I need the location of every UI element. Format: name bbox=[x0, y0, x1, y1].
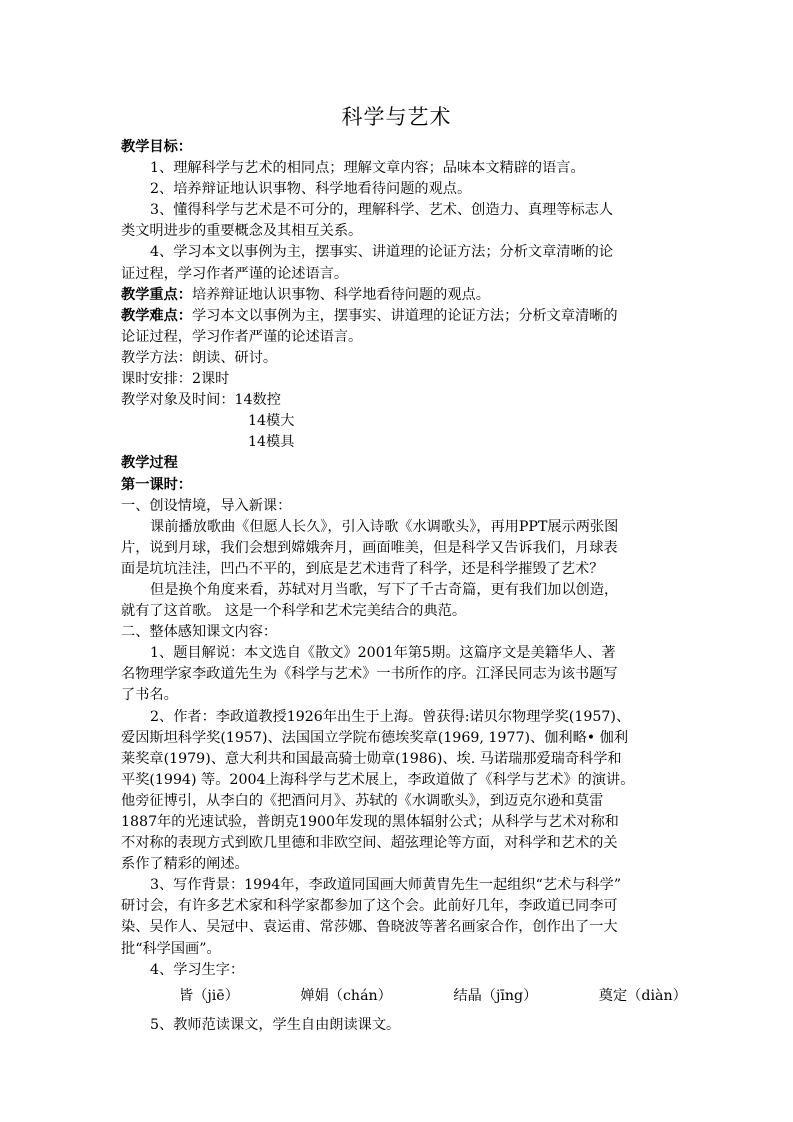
heading-text: 教学目标： bbox=[121, 139, 192, 155]
objective-line: 1、理解科学与艺术的相同点；理解文章内容；品味本文精辟的语言。 bbox=[150, 160, 585, 177]
objective-line: 证过程，学习作者严谨的论述语言。 bbox=[121, 265, 349, 282]
paragraph-line: 课前播放歌曲《但愿人长久》，引入诗歌《水调歌头》，再用PPT展示两张图 bbox=[150, 518, 619, 535]
paragraph-line: 莱奖章(1979)、意大利共和国最高骑士勋章(1986)、埃. 马诺瑞那爱瑞奇科学和 bbox=[121, 750, 622, 767]
schedule-line: 课时安排：2课时 bbox=[121, 371, 230, 388]
vocab-item: 结晶（jīng） bbox=[453, 987, 538, 1004]
document-body bbox=[121, 137, 687, 1039]
paragraph-line: 爱因斯坦科学奖(1957)、法国国立学院布德埃奖章(1969, 1977)、伽利略• 伽利 bbox=[121, 729, 629, 746]
objective-line: 类文明进步的重要概念及其相互关系。 bbox=[121, 223, 363, 240]
key-point-text: 培养辩证地认识事物、科学地看待问题的观点。 bbox=[191, 286, 490, 303]
objective-line: 2、培养辩证地认识事物、科学地看待问题的观点。 bbox=[150, 181, 472, 198]
paragraph-line: 面是坑坑洼洼，凹凸不平的，到底是艺术违背了科学，还是科学摧毁了艺术？ bbox=[121, 560, 604, 577]
vocab-item: 奠定（diàn） bbox=[598, 987, 687, 1004]
audience-line: 教学对象及时间：14数控 bbox=[121, 392, 281, 409]
paragraph-line: 但是换个角度来看，苏轼对月当歌，写下了千古奇篇，更有我们加以创造， bbox=[150, 581, 619, 598]
paragraph-line: 批“科学国画”。 bbox=[121, 940, 221, 957]
paragraph-line: 4、学习生字： bbox=[150, 961, 245, 978]
paragraph-line: 片，说到月球，我们会想到嫦娥奔月，画面唯美，但是科学又告诉我们，月球表 bbox=[121, 539, 618, 556]
paragraph-line: 染、吴作人、吴冠中、袁运甫、常莎娜、鲁晓波等著名画家合作，创作出了一大 bbox=[121, 919, 618, 936]
paragraph-line: 名物理学家李政道先生为《科学与艺术》一书所作的序。江泽民同志为该书题写 bbox=[121, 666, 618, 683]
heading-lesson1 bbox=[121, 475, 676, 496]
key-point-label: 教学重点： bbox=[121, 286, 192, 303]
paragraph-line: 5、教师范读课文，学生自由朗读课文。 bbox=[150, 1016, 401, 1033]
paragraph-line: 1、题目解说：本文选自《散文》2001年第5期。这篇序文是美籍华人、著 bbox=[150, 645, 616, 662]
section-heading: 二、整体感知课文内容： bbox=[121, 624, 278, 641]
document-title: 科学与艺术 bbox=[341, 105, 452, 129]
paragraph-line: 平奖(1994) 等。2004上海科学与艺术展上，李政道做了《科学与艺术》的演讲。 bbox=[121, 771, 635, 788]
paragraph-line: 了书名。 bbox=[121, 687, 178, 704]
paragraph-line: 就有了这首歌。 这是一个科学和艺术完美结合的典范。 bbox=[121, 603, 467, 620]
audience-line: 14模具 bbox=[248, 434, 295, 451]
paragraph-line: 2、作者：李政道教授1926年出生于上海。曾获得:诺贝尔物理学奖(1957)、 bbox=[150, 708, 631, 725]
paragraph-line: 系作了精彩的阐述。 bbox=[121, 856, 249, 873]
difficulty-text: 学习本文以事例为主，摆事实、讲道理的论证方法；分析文章清晰的 bbox=[191, 307, 618, 324]
paragraph-line: 3、写作背景：1994年，李政道同国画大师黄胄先生一起组织“艺术与科学” bbox=[150, 877, 622, 894]
paragraph-line: 1887年的光速试验，普朗克1900年发现的黑体辐射公式；从科学与艺术对称和 bbox=[121, 814, 619, 830]
paragraph-line: 他旁征博引，从李白的《把酒问月》、苏轼的《水调歌头》，到迈克尔逊和莫雷 bbox=[121, 792, 604, 809]
difficulty-label: 教学难点： bbox=[121, 307, 192, 324]
vocab-item: 婵娟（chán） bbox=[300, 987, 392, 1004]
heading-process bbox=[121, 453, 676, 474]
paragraph-line: 研讨会，有许多艺术家和科学家都参加了这个会。此前好几年，李政道已同李可 bbox=[121, 898, 618, 915]
difficulty-line bbox=[121, 306, 676, 327]
audience-line: 14模大 bbox=[248, 413, 295, 430]
vocab-item: 皆（jiē） bbox=[179, 987, 239, 1004]
heading-text: 第一课时： bbox=[121, 476, 192, 493]
difficulty-line: 论证过程，学习作者严谨的论述语言。 bbox=[121, 328, 363, 345]
method-line: 教学方法：朗读、研讨。 bbox=[121, 349, 278, 366]
vocab-line bbox=[121, 981, 687, 1011]
heading-text: 教学过程 bbox=[121, 455, 178, 472]
objective-line: 3、懂得科学与艺术是不可分的，理解科学、艺术、创造力、真理等标志人 bbox=[150, 202, 614, 219]
heading-objectives bbox=[121, 137, 676, 158]
key-point-line bbox=[121, 285, 676, 306]
objective-line: 4、学习本文以事例为主，摆事实、讲道理的论证方法；分析文章清晰的论 bbox=[150, 244, 614, 261]
paragraph-line: 不对称的表现方式到欧几里德和非欧空间、超弦理论等方面，对科学和艺术的关 bbox=[121, 835, 618, 852]
section-heading: 一、创设情境，导入新课： bbox=[121, 497, 292, 514]
